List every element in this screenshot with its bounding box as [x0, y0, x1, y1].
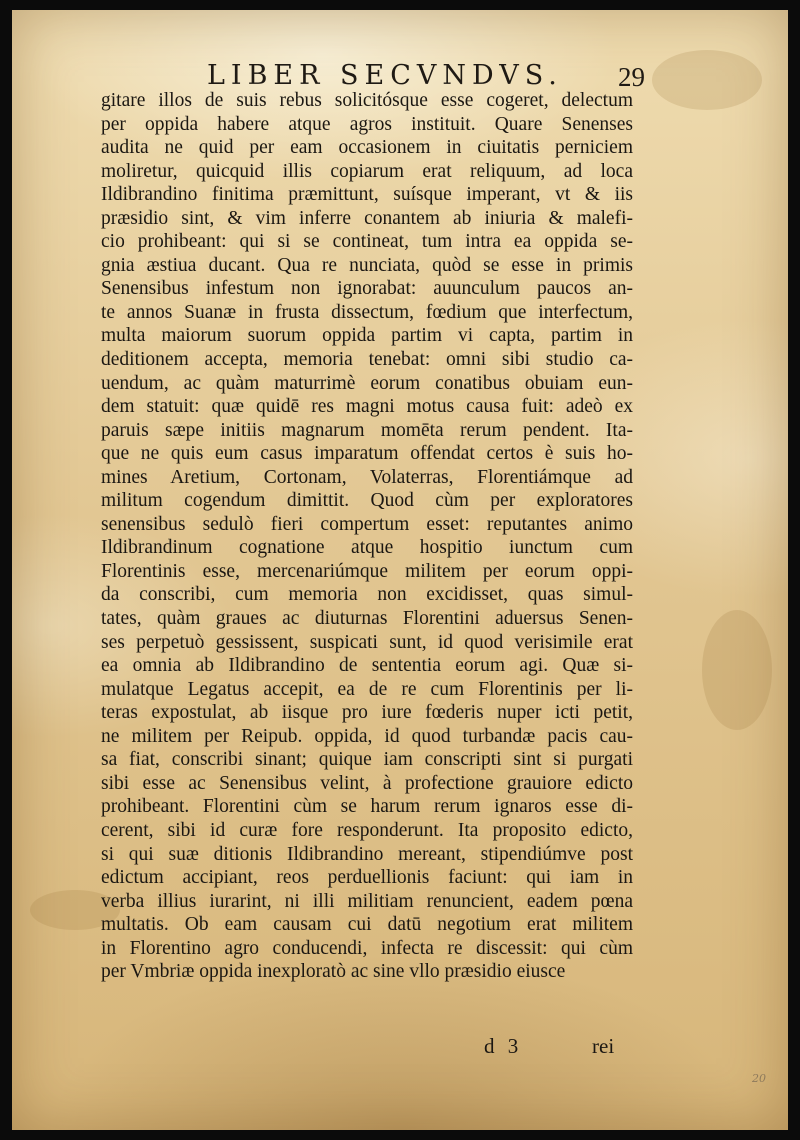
- text-line: cerent, sibi id curæ fore responderunt. Ita proposito edicto,: [101, 819, 633, 841]
- page-footer: [12, 1034, 788, 1064]
- text-line: da conscribi, cum memoria non excidisset, quas simul-: [101, 584, 633, 606]
- text-line: Ildibrandinum cognatione atque hospitio iunctum cum: [101, 537, 633, 559]
- text-line: ea omnia ab Ildibrandino de sententia eorum agi. Quæ si-: [101, 655, 633, 677]
- text-line: gnia æstiua ducant. Qua re nunciata, quòd se esse in primis: [101, 254, 633, 276]
- text-line: multa maiorum suorum oppida partim vi capta, partim in: [101, 325, 633, 347]
- text-line: Senensibus infestum non ignorabat: auunculum paucos an-: [101, 278, 633, 300]
- text-line: multatis. Ob eam causam cui datū negotium erat militem: [101, 914, 633, 936]
- page-number: 29: [618, 62, 645, 92]
- text-line: moliretur, quicquid illis copiarum erat reliquum, ad loca: [101, 160, 633, 182]
- text-line: mulatque Legatus accepit, ea de re cum Florentinis per li-: [101, 678, 633, 700]
- book-page: [12, 10, 788, 1130]
- text-line: cio prohibeant: qui si se contineat, tum intra ea oppida se-: [101, 231, 633, 253]
- text-line: si qui suæ ditionis Ildibrandino mereant, stipendiúmve post: [101, 843, 633, 865]
- text-line: teras expostulat, ab iisque pro iure fœderis nuper icti petit,: [101, 702, 633, 724]
- text-line: mines Aretium, Cortonam, Volaterras, Florentiámque ad: [101, 466, 633, 488]
- text-line: per Vmbriæ oppida inexploratò ac sine vllo præsidio eiusce: [101, 961, 566, 983]
- text-line: in Florentino agro conducendi, infecta re discessit: qui cùm: [101, 937, 633, 959]
- text-line: senensibus sedulò fieri compertum esset: reputantes animo: [101, 513, 633, 535]
- text-line: militum cogendum dimittit. Quod cùm per exploratores: [101, 490, 633, 512]
- paper-stain: [702, 610, 772, 730]
- text-line: Florentinis esse, mercenariúmque militem per eorum oppi-: [101, 560, 633, 582]
- text-line: que ne quis eum casus imparatum offendat certos è suis ho-: [101, 443, 633, 465]
- text-line: edictum accipiant, reos perduellionis faciunt: qui iam in: [101, 867, 633, 889]
- text-line: ses perpetuò gessissent, suspicati sunt, id quod verisimile erat: [101, 631, 633, 653]
- catchword: rei: [592, 1034, 615, 1058]
- text-line: paruis sæpe initiis magnarum momēta rerum pendent. Ita-: [101, 419, 633, 441]
- text-line: audita ne quid per eam occasionem in ciuitatis perniciem: [101, 137, 633, 159]
- text-line: per oppida habere atque agros instituit. Quare Senenses: [101, 113, 633, 135]
- text-line: ne militem per Reipub. oppida, id quod turbandæ pacis cau-: [101, 725, 633, 747]
- text-line: prohibeant. Florentini cùm se harum rerum ignaros esse di-: [101, 796, 633, 818]
- text-line: te annos Suanæ in frusta dissectum, fœdium que interfectum,: [101, 301, 633, 323]
- text-line: uendum, ac quàm maturrimè eorum conatibus obuiam eun-: [101, 372, 633, 394]
- text-line: dem statuit: quæ quidē res magni motus causa fuit: adeò ex: [101, 396, 633, 418]
- folio-mark: 20: [752, 1072, 766, 1085]
- signature-mark: d 3: [484, 1034, 523, 1058]
- text-line: Ildibrandino finitima præmittunt, suísque imperant, vt & iis: [101, 184, 633, 206]
- text-line: verba illius iurarint, ni illi militiam renuncient, eadem pœna: [101, 890, 633, 912]
- running-head: LIBER SECVNDVS.: [207, 60, 563, 91]
- text-line: gitare illos de suis rebus solicitósque esse cogeret, delectum: [101, 90, 633, 111]
- text-line: sibi esse ac Senensibus velint, à profectione grauiore edicto: [101, 772, 633, 794]
- text-line: præsidio sint, & vim inferre conantem ab iniuria & malefi-: [101, 207, 633, 229]
- text-line: tates, quàm graues ac diuturnas Florentini aduersus Senen-: [101, 608, 633, 630]
- text-line: sa fiat, conscribi sinant; quique iam conscripti sint si purgati: [101, 749, 633, 771]
- text-line: deditionem accepta, memoria tenebat: omni sibi studio ca-: [101, 349, 633, 371]
- body-text: [101, 89, 633, 984]
